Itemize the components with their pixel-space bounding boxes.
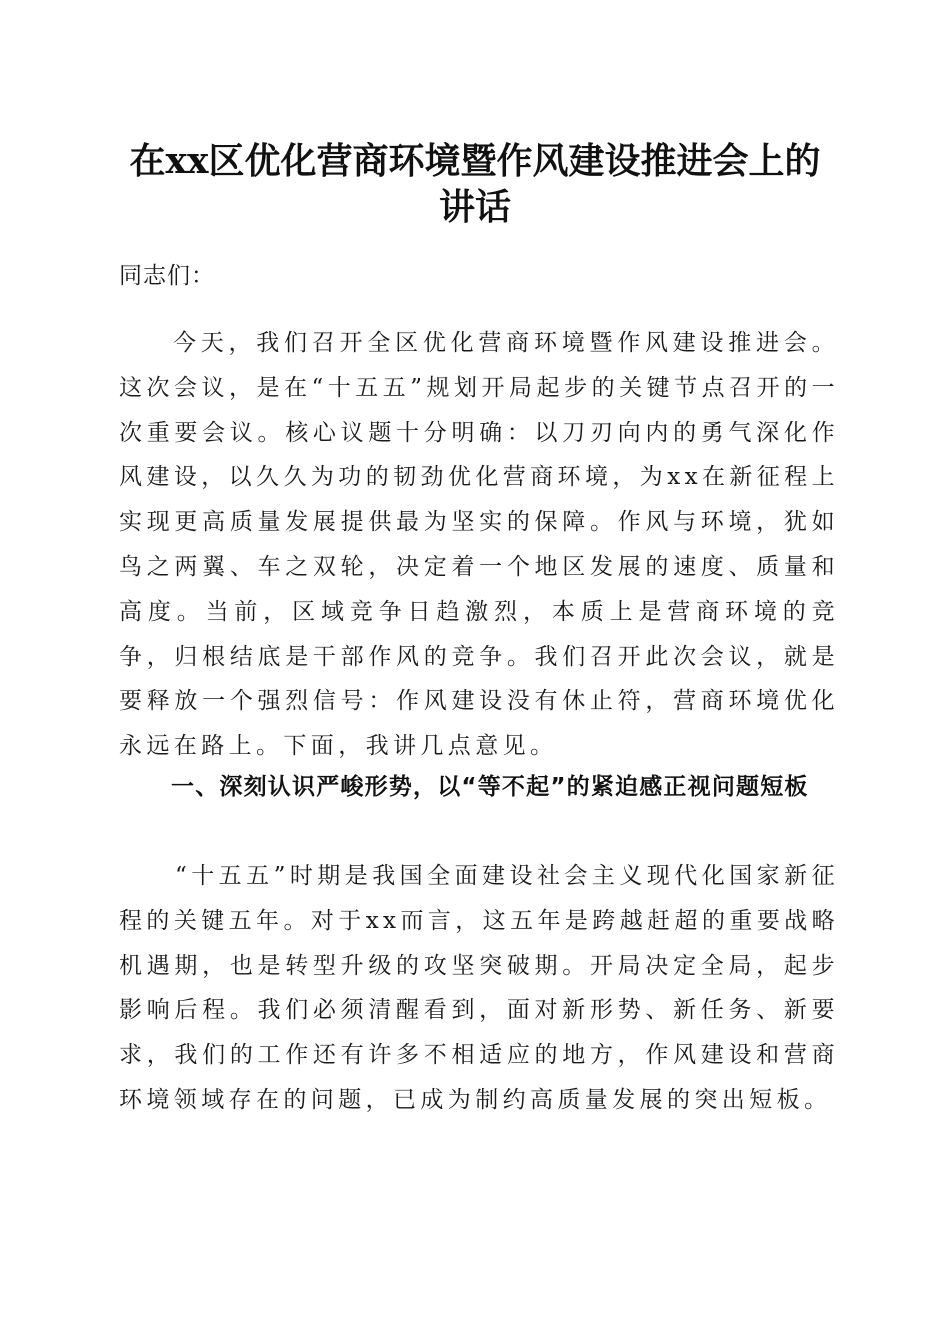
document-title-line1: 在xx区优化营商环境暨作风建设推进会上的 — [129, 140, 821, 182]
document-title-line2: 讲话 — [438, 186, 511, 228]
body-paragraph-section1: “十五五”时期是我国全面建设社会主义现代化国家新征程的关键五年。对于xx而言，这五年是跨越赶超的重要战略机遇期，也是转型升级的攻坚突破期。开局决定全局，起步影响后程。我们必须清醒看到，面对新形势、新任务、新要求，我们的工作还有许多不相适应的地方，作风建设和营商环境领域存在的问题，已成为制约高质量发展的突出短板。 — [119, 863, 839, 1113]
body-paragraph-intro: 今天，我们召开全区优化营商环境暨作风建设推进会。这次会议，是在“十五五”规划开局起步的关键节点召开的一次重要会议。核心议题十分明确：以刀刃向内的勇气深化作风建设，以久久为功的韧劲优化营商环境，为xx在新征程上实现更高质量发展提供最为坚实的保障。作风与环境，犹如鸟之两翼、车之双轮，决定着一个地区发展的速度、质量和高度。当前，区域竞争日趋激烈，本质上是营商环境的竞争，归根结底是干部作风的竞争。我们召开此次会议，就是要释放一个强烈信号：作风建设没有休止符，营商环境优化永远在路上。下面，我讲几点意见。 — [119, 330, 839, 760]
section-heading-1: 一、深刻认识严峻形势，以“等不起”的紧迫感正视问题短板 — [171, 774, 809, 800]
greeting: 同志们： — [119, 263, 215, 289]
